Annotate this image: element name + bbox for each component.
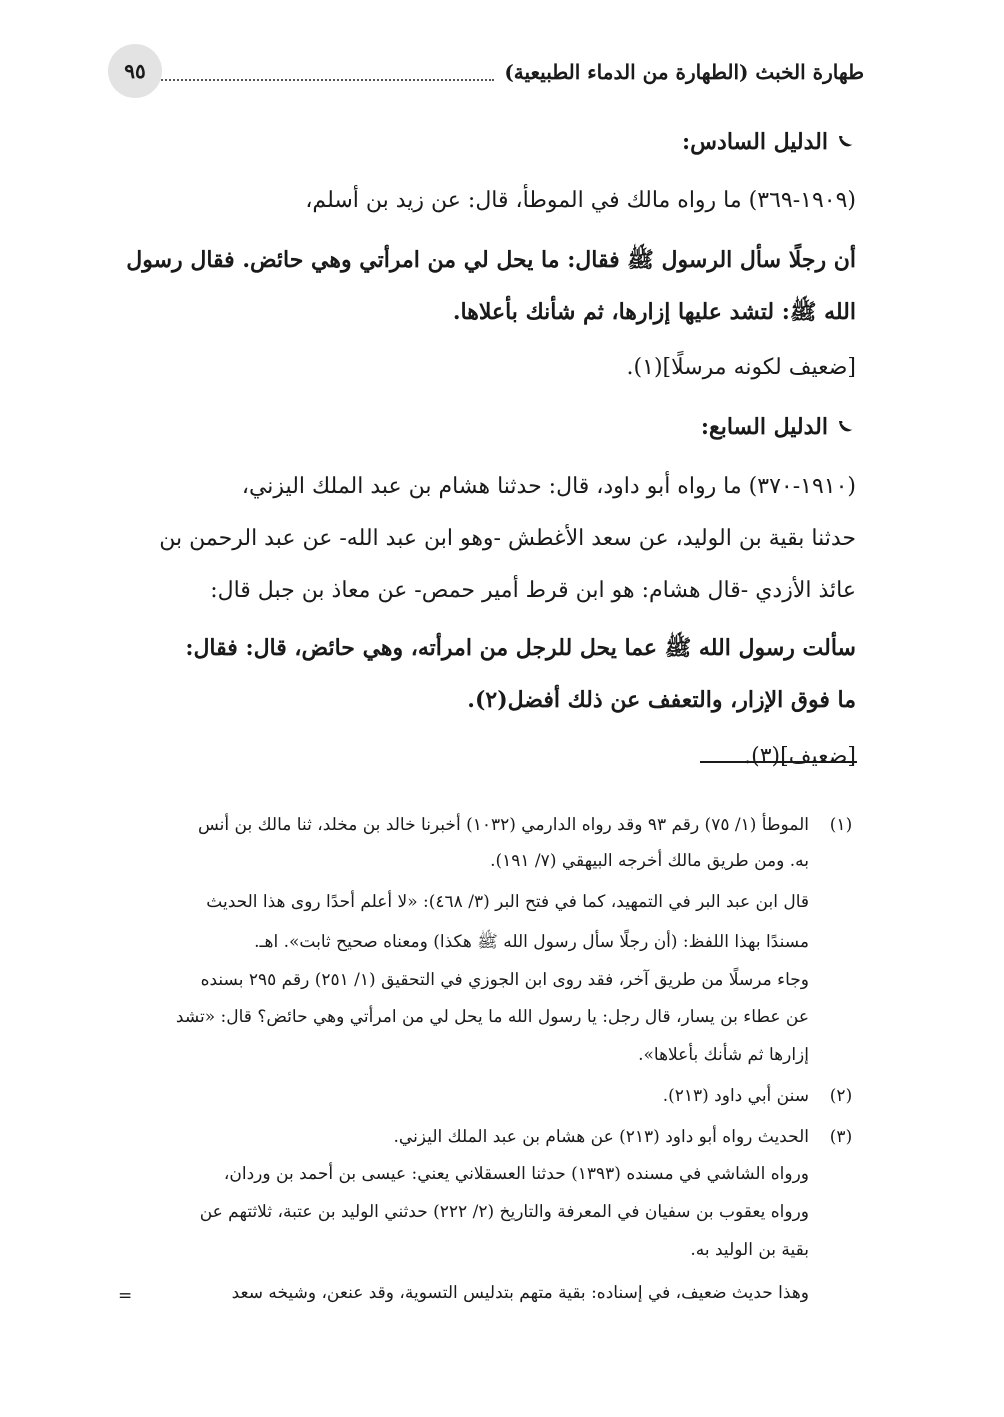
- footnote-line: ورواه يعقوب بن سفيان في المعرفة والتاريخ (٢/ ٢٢٢) حدثني الوليد بن عتبة، ثلاثتهم عن: [199, 1202, 809, 1222]
- paragraph-line: عائذ الأزدي -قال هشام: هو ابن قرط أمير حمص- عن معاذ بن جبل قال:: [210, 578, 856, 603]
- footnote-line: عن عطاء بن يسار، قال رجل: يا رسول الله ما يحل لي من امرأتي وهي حائض؟ قال: «تشد: [175, 1007, 809, 1027]
- footnote-line: قال ابن عبد البر في التمهيد، كما في فتح البر (٣/ ٤٦٨): «لا أعلم أحدًا روى هذا الحديث: [206, 892, 809, 912]
- footnote-number: (١): [829, 815, 853, 835]
- footnote-line: وهذا حديث ضعيف، في إسناده: بقية متهم بتدليس التسوية، وقد عنعن، وشيخه سعد: [231, 1283, 809, 1303]
- hadith-text-line: الله ﷺ: لتشد عليها إزارها، ثم شأنك بأعلاها.: [452, 299, 856, 325]
- grading-line: [ضعيف لكونه مرسلًا](١).: [626, 355, 856, 380]
- footnote-line: سنن أبي داود (٢١٣).: [662, 1086, 809, 1106]
- continuation-mark: =: [118, 1286, 133, 1306]
- footnote-line: الحديث رواه أبو داود (٢١٣) عن هشام بن عبد الملك اليزني.: [393, 1127, 809, 1147]
- grading-line: [ضعيف](٣).: [744, 744, 856, 769]
- paragraph-line: حدثنا بقية بن الوليد، عن سعد الأغطش -وهو ابن عبد الله- عن عبد الرحمن بن: [159, 526, 856, 551]
- heading-text: الدليل السادس:: [682, 129, 828, 155]
- footnotes: [118, 0, 853, 1330]
- footnote-line: مسندًا بهذا اللفظ: (أن رجلًا سأل رسول الله ﷺ هكذا) ومعناه صحيح ثابت». اهـ.: [254, 932, 809, 952]
- footnote-line: بقية بن الوليد به.: [690, 1240, 809, 1260]
- footnote-line: به. ومن طريق مالك أخرجه البيهقي (٧/ ١٩١).: [490, 851, 809, 871]
- page-number: ٩٥: [108, 44, 162, 98]
- hadith-text-line: أن رجلًا سأل الرسول ﷺ فقال: ما يحل لي من امرأتي وهي حائض. فقال رسول: [126, 247, 856, 273]
- heading-text: الدليل السابع:: [700, 414, 828, 440]
- running-title: طهارة الخبث (الطهارة من الدماء الطبيعية): [504, 60, 864, 84]
- footnote-number: (٢): [829, 1086, 853, 1106]
- hadith-text-line: سألت رسول الله ﷺ عما يحل للرجل من امرأته، وهي حائض، قال: فقال:: [185, 635, 856, 661]
- footnote-line: إزارها ثم شأنك بأعلاها».: [638, 1045, 809, 1065]
- footnote-line: الموطأ (١/ ٧٥) رقم ٩٣ وقد رواه الدارمي (١٠٣٢) أخبرنا خالد بن مخلد، ثنا مالك بن أنس: [197, 815, 809, 835]
- footnote-line: ورواه الشاشي في مسنده (١٣٩٣) حدثنا العسقلاني يعني: عيسى بن أحمد بن وردان،: [223, 1164, 809, 1184]
- leaf-ornament-icon: [836, 417, 856, 437]
- footnote-line: وجاء مرسلًا من طريق آخر، فقد روى ابن الجوزي في التحقيق (١/ ٢٥١) رقم ٢٩٥ بسنده: [200, 970, 809, 990]
- paragraph-line: (١٩٠٩-٣٦٩) ما رواه مالك في الموطأ، قال: عن زيد بن أسلم،: [305, 188, 856, 213]
- leaf-ornament-icon: [836, 132, 856, 152]
- footnote-number: (٣): [829, 1127, 853, 1147]
- hadith-text-line: ما فوق الإزار، والتعفف عن ذلك أفضل(٢).: [467, 687, 856, 713]
- paragraph-line: (١٩١٠-٣٧٠) ما رواه أبو داود، قال: حدثنا هشام بن عبد الملك اليزني،: [241, 474, 856, 499]
